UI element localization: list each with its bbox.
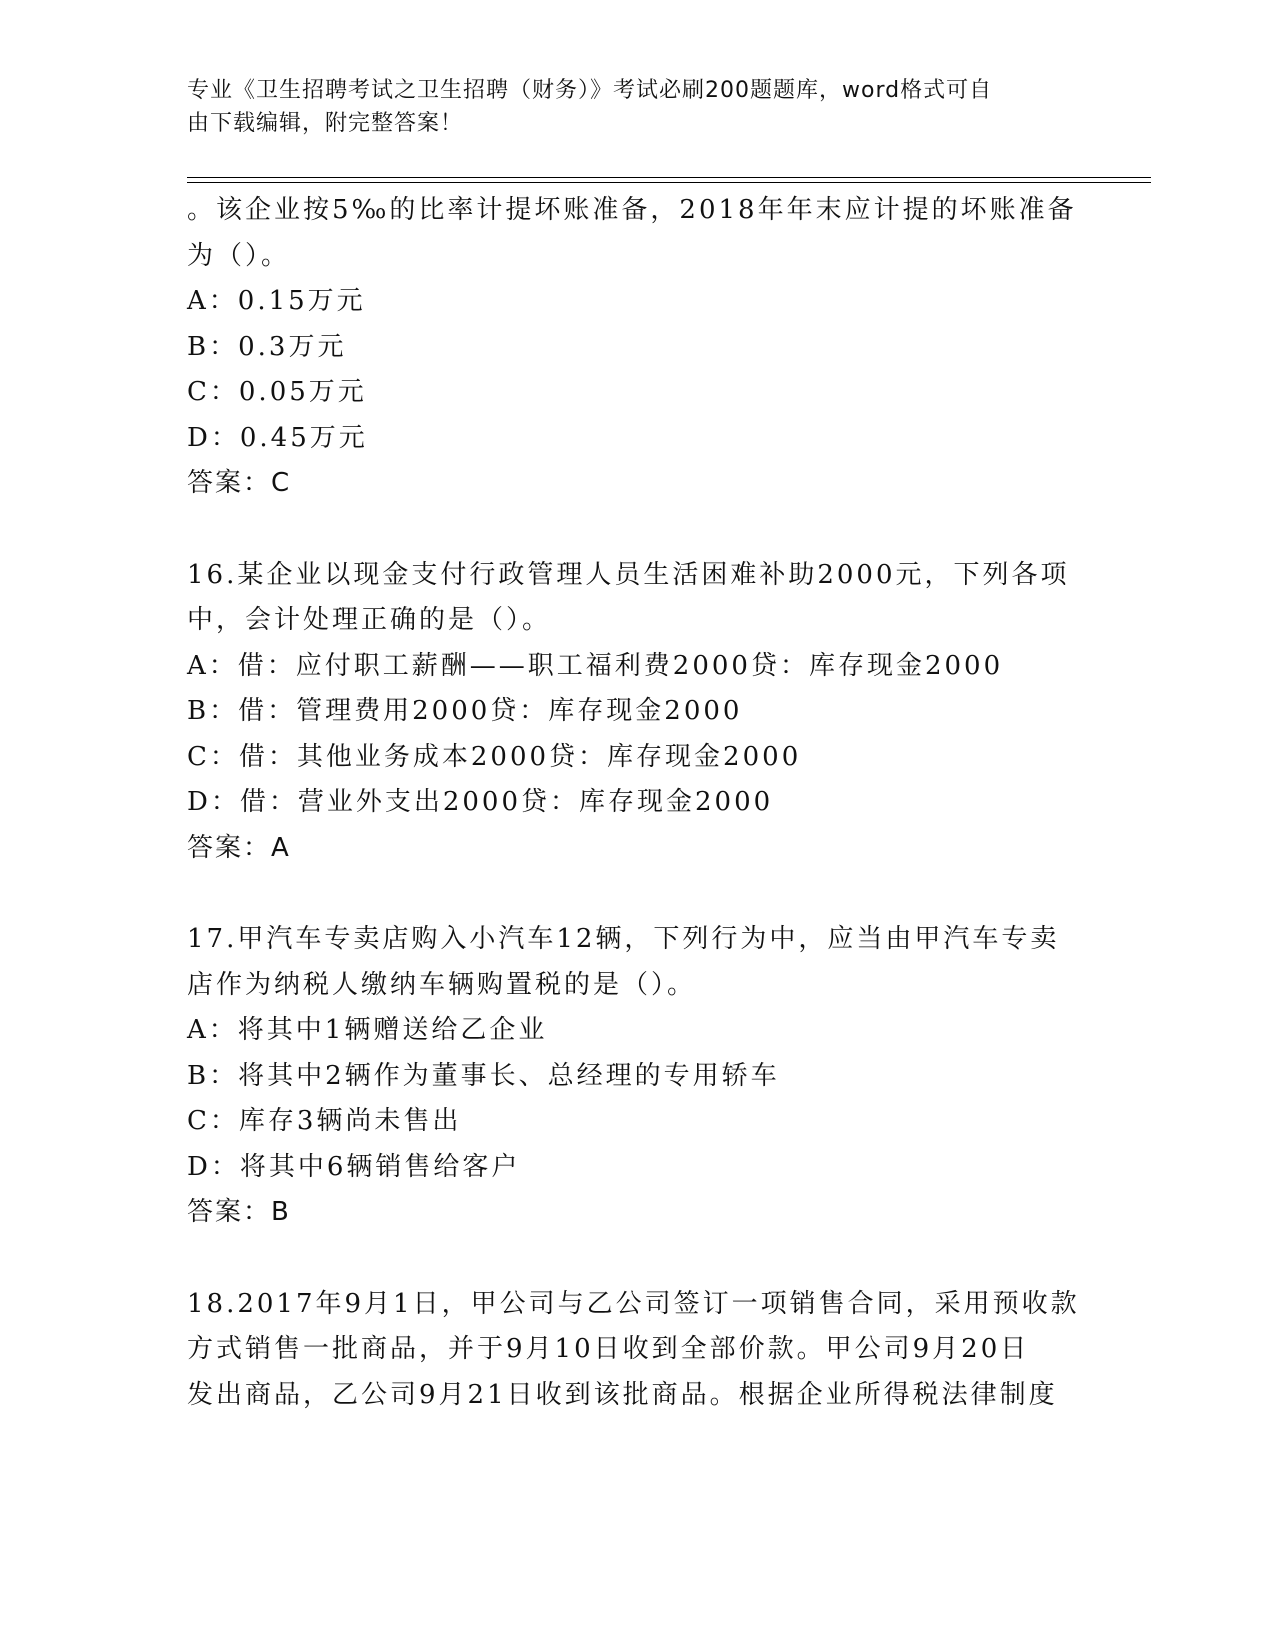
option-c: C：0.05万元 [187,377,367,407]
question-stem: 。该企业按5‰的比率计提坏账准备，2018年年末应计提的坏账准备 [187,195,1077,225]
question-stem: 18.2017年9月1日，甲公司与乙公司签订一项销售合同，采用预收款 [187,1288,1080,1319]
question-stem: 店作为纳税人缴纳车辆购置税的是（）。 [187,969,697,1000]
option-c: C：借：其他业务成本2000贷：库存现金2000 [187,741,802,772]
question-stem: 发出商品，乙公司9月21日收到该批商品。根据企业所得税法律制度 [187,1379,1058,1410]
option-a: A：0.15万元 [187,286,366,316]
question-16 [187,553,1087,872]
option-d: D：借：营业外支出2000贷：库存现金2000 [187,787,774,817]
document-body [187,188,1087,1418]
header-divider-top [187,177,1151,178]
question-18 [187,1282,1087,1419]
document-header [187,74,1067,140]
answer: 答案：C [187,468,292,498]
question-17 [187,917,1087,1236]
question-15 [187,188,1087,507]
option-d: D：将其中6辆销售给客户 [187,1151,521,1182]
option-b: B：借：管理费用2000贷：库存现金2000 [187,696,743,726]
answer: 答案：A [187,832,291,863]
question-stem: 为（）。 [187,240,291,271]
header-divider-bottom [187,182,1151,183]
option-d: D：0.45万元 [187,422,368,453]
option-b: B：0.3万元 [187,331,347,362]
question-stem: 17.甲汽车专卖店购入小汽车12辆，下列行为中，应当由甲汽车专卖 [187,924,1060,954]
option-a: A：借：应付职工薪酬——职工福利费2000贷：库存现金2000 [187,650,1004,681]
question-stem: 中，会计处理正确的是（）。 [187,605,552,635]
question-stem: 16.某企业以现金支付行政管理人员生活困难补助2000元，下列各项 [187,559,1070,590]
option-c: C：库存3辆尚未售出 [187,1106,462,1136]
header-line-2: 由下载编辑，附完整答案！ [187,111,464,136]
option-b: B：将其中2辆作为董事长、总经理的专用轿车 [187,1060,780,1091]
option-a: A：将其中1辆赠送给乙企业 [187,1015,548,1045]
header-line-1: 专业《卫生招聘考试之卫生招聘（财务）》考试必刷200题题库，word格式可自 [187,78,993,103]
question-stem: 方式销售一批商品，并于9月10日收到全部价款。甲公司9月20日 [187,1334,1030,1364]
answer: 答案：B [187,1197,291,1227]
